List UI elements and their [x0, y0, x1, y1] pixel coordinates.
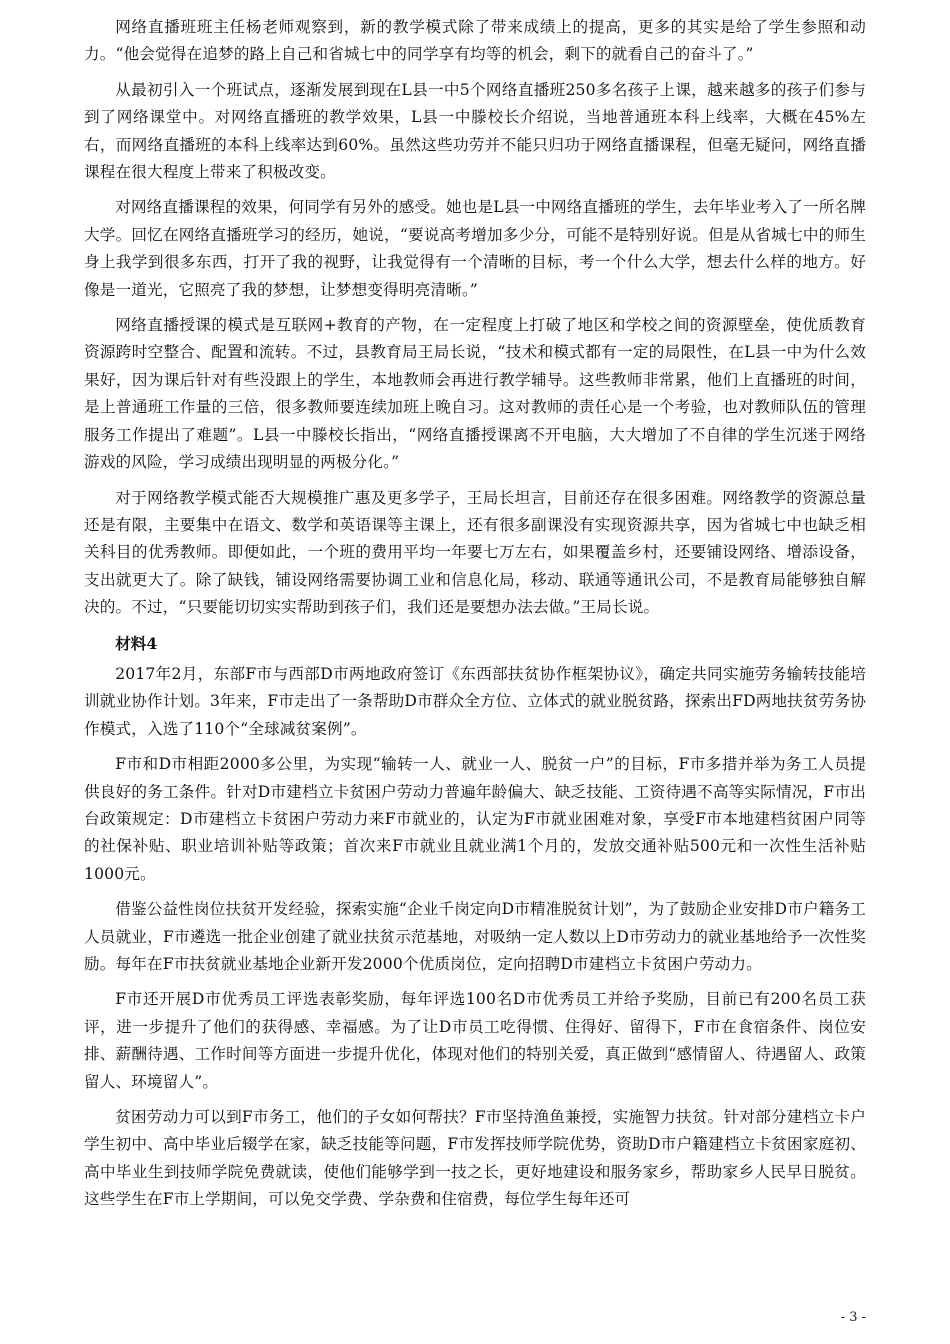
paragraph: 网络直播班班主任杨老师观察到，新的教学模式除了带来成绩上的提高，更多的其实是给了学生参照和动力。“他会觉得在追梦的路上自己和省城七中的同学享有均等的机会，剩下的就看自己的奋斗了。”: [84, 18, 866, 64]
paragraph: 网络直播授课的模式是互联网+教育的产物，在一定程度上打破了地区和学校之间的资源壁垒，使优质教育资源跨时空整合、配置和流转。不过，县教育局王局长说，“技术和模式都有一定的局限性，在L县一中为什么效果好，因为课后针对有些没跟上的学生，本地教师会再进行教学辅导。这些教师非常累，他们上直播班的时间，是上普通班工作量的三倍，很多教师要连续加班上晚自习。这对教师的责任心是一个考验，也对教师队伍的管理服务工作提出了难题”。L县一中滕校长指出，“网络直播授课离不开电脑，大大增加了不自律的学生沉迷于网络游戏的风险，学习成绩出现明显的两极分化。”: [84, 316, 866, 472]
paragraph: 对于网络教学模式能否大规模推广惠及更多学子，王局长坦言，目前还存在很多困难。网络教学的资源总量还是有限，主要集中在语文、数学和英语课等主课上，还有很多副课没有实现资源共享，因为省城七中也缺乏相关科目的优秀教师。即便如此，一个班的费用平均一年要七万左右，如果覆盖乡村，还要铺设网络、增添设备，支出就更大了。除了缺钱，铺设网络需要协调工业和信息化局，移动、联通等通讯公司，不是教育局能够独自解决的。不过，“只要能切切实实帮助到孩子们，我们还是要想办法去做。”王局长说。: [84, 488, 866, 617]
section-heading: 材料4: [115, 633, 158, 653]
paragraph: 2017年2月，东部F市与西部D市两地政府签订《东西部扶贫协作框架协议》，确定共同实施劳务输转技能培训就业协作计划。3年来，F市走出了一条帮助D市群众全方位、立体式的就业脱贫路，探索出FD两地扶贫劳务协作模式，入选了110个“全球减贫案例”。: [84, 664, 866, 738]
page-number: - 3 -: [840, 1310, 866, 1325]
paragraph: 贫困劳动力可以到F市务工，他们的子女如何帮扶？F市坚持渔鱼兼授，实施智力扶贫。针对部分建档立卡户学生初中、高中毕业后辍学在家，缺乏技能等问题，F市发挥技师学院优势，资助D市户籍建档立卡贫困家庭初、高中毕业生到技师学院免费就读，使他们能够学到一技之长，更好地建设和服务家乡，帮助家乡人民早日脱贫。这些学生在F市上学期间，可以免交学费、学杂费和住宿费，每位学生每年还可: [84, 1108, 866, 1209]
paragraph: F市和D市相距2000多公里，为实现“输转一人、就业一人、脱贫一户”的目标，F市多措并举为务工人员提供良好的务工条件。针对D市建档立卡贫困户劳动力普遍年龄偏大、缺乏技能、工资待遇不高等实际情况，F市出台政策规定：D市建档立卡贫困户劳动力来F市就业的，认定为F市就业困难对象，享受F市本地建档贫困户同等的社保补贴、职业培训补贴等政策；首次来F市就业且就业满1个月的，发放交通补贴500元和一次性生活补贴1000元。: [84, 755, 866, 883]
paragraph: 借鉴公益性岗位扶贫开发经验，探索实施“企业千岗定向D市精准脱贫计划”，为了鼓励企业安排D市户籍务工人员就业，F市遴选一批企业创建了就业扶贫示范基地，对吸纳一定人数以上D市劳动力的就业基地给予一次性奖励。每年在F市扶贫就业基地企业新开发2000个优质岗位，定向招聘D市建档立卡贫困户劳动力。: [84, 900, 866, 973]
paragraph: 从最初引入一个班试点，逐渐发展到现在L县一中5个网络直播班250多名孩子上课，越来越多的孩子们参与到了网络课堂中。对网络直播班的教学效果，L县一中滕校长介绍说，当地普通班本科上线率，大概在45%左右，而网络直播班的本科上线率达到60%。虽然这些功劳并不能只归功于网络直播课程，但毫无疑问，网络直播课程在很大程度上带来了积极改变。: [84, 80, 866, 182]
document-body: [84, 14, 866, 1222]
paragraph: F市还开展D市优秀员工评选表彰奖励，每年评选100名D市优秀员工并给予奖励，目前已有200名员工获评，进一步提升了他们的获得感、幸福感。为了让D市员工吃得惯、住得好、留得下，F市在食宿条件、岗位安排、薪酬待遇、工作时间等方面进一步提升优化，体现对他们的特别关爱，真正做到“感情留人、待遇留人、政策留人、环境留人”。: [84, 990, 866, 1091]
paragraph: 对网络直播课程的效果，何同学有另外的感受。她也是L县一中网络直播班的学生，去年毕业考入了一所名牌大学。回忆在网络直播班学习的经历，她说，“要说高考增加多少分，可能不是特别好说。但是从省城七中的师生身上我学到很多东西，打开了我的视野，让我觉得有一个清晰的目标，考一个什么大学，想去什么样的地方。好像是一道光，它照亮了我的梦想，让梦想变得明亮清晰。”: [84, 198, 866, 299]
